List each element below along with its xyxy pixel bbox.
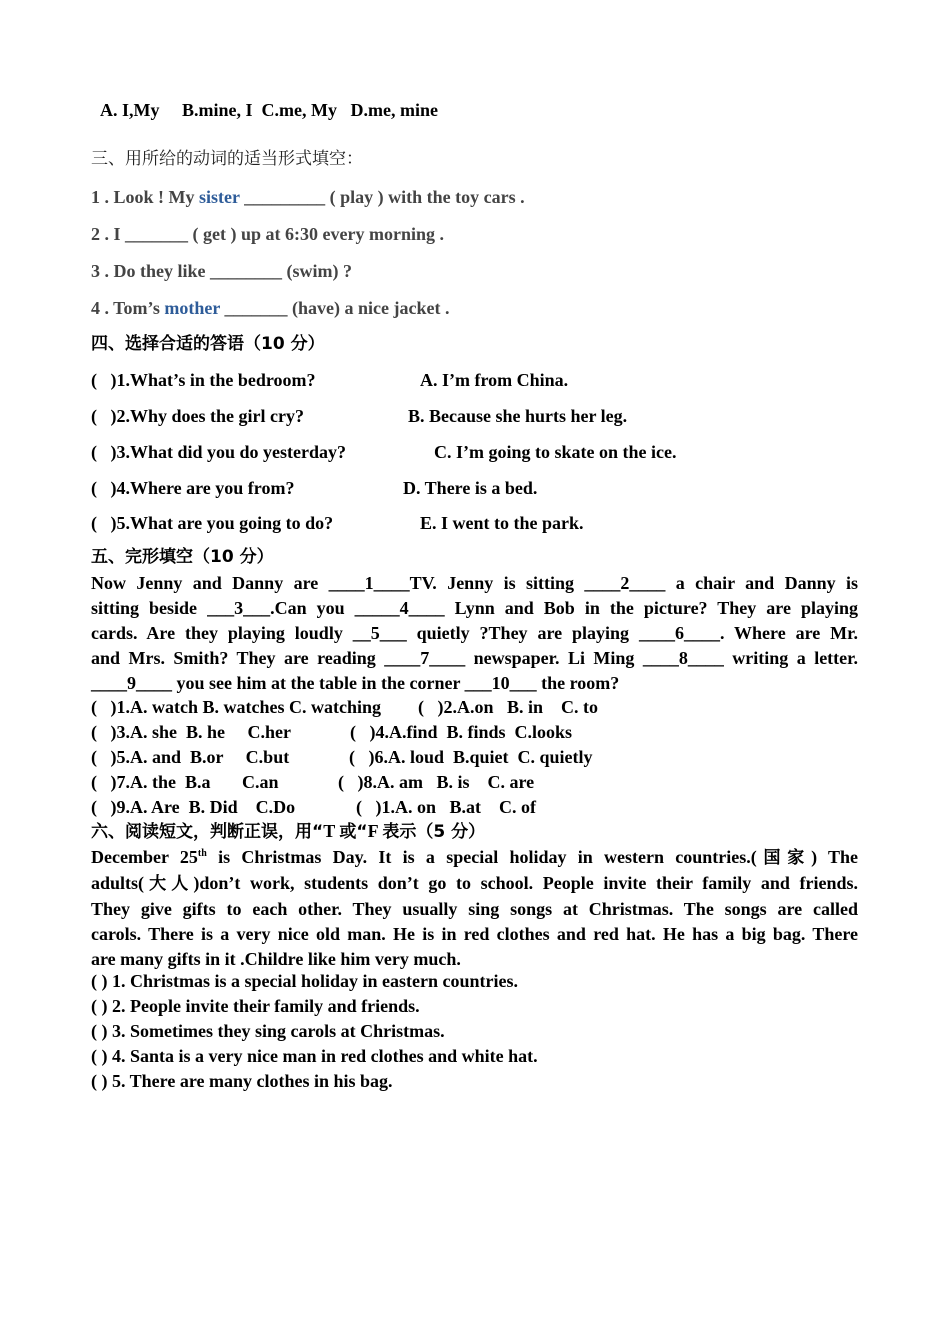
blank-3: ___3___ xyxy=(207,598,271,618)
blank-5: __5___ xyxy=(352,623,407,643)
blank-6: ____6____ xyxy=(638,623,720,643)
section6-heading: 六、阅读短文，判断正误，用“T 或“F 表示（5 分） xyxy=(91,821,486,842)
tf-item-1: ( ) 1. Christmas is a special holiday in eastern countries. xyxy=(91,971,518,991)
cloze-line-2: sitting beside ___3___.Can you _____4____ Lynn and Bob in the picture? They are playing xyxy=(91,598,858,618)
blank-9: ____9____ xyxy=(91,673,172,693)
reading-passage xyxy=(91,845,858,972)
section4-answer-e: E. I went to the park. xyxy=(420,513,584,533)
section4-question-5: ( )5.What are you going to do? xyxy=(91,513,334,533)
tf-item-3: ( ) 3. Sometimes they sing carols at Christmas. xyxy=(91,1021,445,1041)
reading-line-4: carols. There is a very nice old man. He is in red clothes and red hat. He has a big bag. There xyxy=(91,924,858,944)
cloze-option-1: ( )1.A. watch B. watches C. watching xyxy=(91,697,381,717)
blank-4: _____4____ xyxy=(354,598,445,618)
cloze-option-3: ( )3.A. she B. he C.her xyxy=(91,722,291,742)
section4-question-2: ( )2.Why does the girl cry? xyxy=(91,406,304,426)
cloze-passage xyxy=(91,571,858,696)
cloze-option-7: ( )7.A. the B.a C.an xyxy=(91,772,279,792)
keyword-sister: sister xyxy=(199,187,240,207)
cloze-option-10: ( )1.A. on B.at C. of xyxy=(356,797,536,817)
blank-8: ____8____ xyxy=(642,648,724,668)
reading-line-3: They give gifts to each other. They usually sing songs at Christmas. The songs are called xyxy=(91,899,858,919)
reading-line-1: December 25th is Christmas Day. It is a special holiday in western countries.(国家) The xyxy=(91,847,859,868)
tf-item-2: ( ) 2. People invite their family and friends. xyxy=(91,996,420,1016)
reading-line-2: adults(大人)don’t work, students don’t go to school. People invite their family and friends. xyxy=(91,873,858,894)
cloze-option-5: ( )5.A. and B.or C.but xyxy=(91,747,290,767)
cloze-line-5: ____9____ you see him at the table in the corner ___10___ the room? xyxy=(91,673,620,693)
cloze-option-2: ( )2.A.on B. in C. to xyxy=(418,697,599,717)
section5-heading: 五、完形填空（10 分） xyxy=(91,547,274,567)
top-options: A. I,My B.mine, I C.me, My D.me, mine xyxy=(100,100,438,120)
tf-item-5: ( ) 5. There are many clothes in his bag. xyxy=(91,1071,393,1091)
reading-line-5: are many gifts in it .Childre like him very much. xyxy=(91,949,461,969)
section4-answer-b: B. Because she hurts her leg. xyxy=(408,406,628,426)
section4-answer-d: D. There is a bed. xyxy=(403,478,538,498)
section4-question-3: ( )3.What did you do yesterday? xyxy=(91,442,347,462)
section3-item-1: 1 . Look ! My sister _________ ( play ) with the toy cars . xyxy=(91,187,525,207)
section4-heading: 四、选择合适的答语（10 分） xyxy=(91,334,325,354)
keyword-mother: mother xyxy=(164,298,221,318)
blank-1: ____1____ xyxy=(328,573,410,593)
cloze-option-8: ( )8.A. am B. is C. are xyxy=(338,772,535,792)
section3-item-3: 3 . Do they like ________ (swim) ? xyxy=(91,261,352,281)
section3-heading: 三、用所给的动词的适当形式填空： xyxy=(91,149,363,169)
cloze-option-9: ( )9.A. Are B. Did C.Do xyxy=(91,797,296,817)
section4-question-1: ( )1.What’s in the bedroom? xyxy=(91,370,316,390)
section4-answer-a: A. I’m from China. xyxy=(420,370,569,390)
cloze-line-3: cards. Are they playing loudly __5___ quietly ?They are playing ____6____. Where are Mr. xyxy=(91,623,858,643)
section3-item-4: 4 . Tom’s mother _______ (have) a nice jacket . xyxy=(91,298,450,318)
blank-2: ____2____ xyxy=(584,573,666,593)
section3-item-2: 2 . I _______ ( get ) up at 6:30 every morning . xyxy=(91,224,444,244)
section4-question-4: ( )4.Where are you from? xyxy=(91,478,295,498)
cloze-line-4: and Mrs. Smith? They are reading ____7____ newspaper. Li Ming ____8____ writing a letter. xyxy=(91,648,858,668)
blank-10: ___10___ xyxy=(464,673,537,693)
section4-answer-c: C. I’m going to skate on the ice. xyxy=(434,442,677,462)
cloze-line-1: Now Jenny and Danny are ____1____TV. Jenny is sitting ____2____ a chair and Danny is xyxy=(91,573,858,593)
blank-7: ____7____ xyxy=(384,648,466,668)
cloze-option-4: ( )4.A.find B. finds C.looks xyxy=(350,722,573,742)
tf-item-4: ( ) 4. Santa is a very nice man in red clothes and white hat. xyxy=(91,1046,538,1066)
cloze-option-6: ( )6.A. loud B.quiet C. quietly xyxy=(349,747,593,767)
